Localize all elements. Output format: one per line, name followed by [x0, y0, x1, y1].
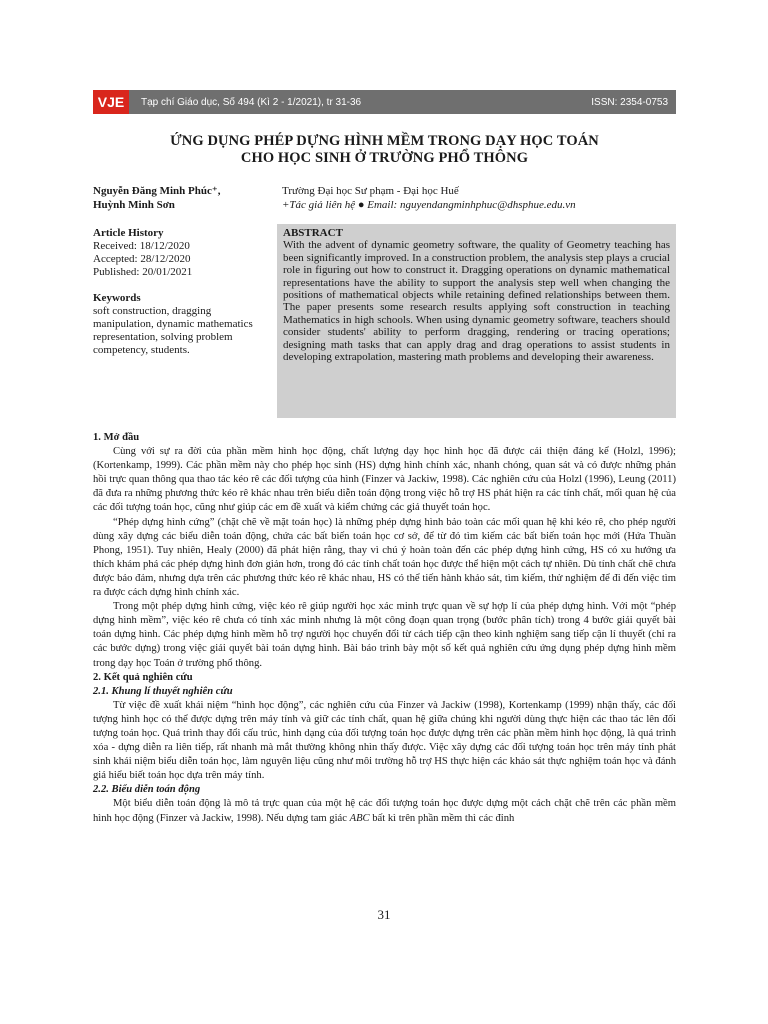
paragraph: “Phép dựng hình cứng” (chặt chẽ về mặt toán học) là những phép dựng hình bảo toàn các mối quan hệ khi kéo rê, cho phép người dùng xây dựng các biểu diễn toán động, chứa các bất biến toán học cơ sở, để từ đó tìm kiếm các bất biến toán học mới (Hứa Thuần Phong, 1951). Tuy nhiên, Healy (2000) đã phát hiện rằng, thay vì chú ý hoàn toàn đến các phép dựng hình cứng, HS có xu hướng ưa thích khám phá các phép dựng hình đơn giản hơn, trong đó các tính chất toán học được thể hiện một cách tự nhiên. Dù tính chất chẽ chưa được bảo đảm, nhưng dựa trên các phương thức kéo rê khác nhau, HS có thể tiến hành khảo sát, tìm kiếm, thử nghiệm để đi đến việc tìm ra được cách dựng hình chính xác.: [93, 516, 676, 599]
subsection-heading: 2.2. Biểu diễn toán động: [93, 784, 201, 796]
section-heading: 1. Mở đầu: [93, 432, 140, 443]
journal-logo: VJE: [93, 90, 129, 114]
title-line-2: CHO HỌC SINH Ở TRƯỜNG PHỔ THÔNG: [240, 150, 529, 166]
contact-email: +Tác giả liên hệ ● Email: nguyendangminhphuc@dhsphue.edu.vn: [282, 199, 576, 211]
abstract-text: With the advent of dynamic geometry software, the quality of Geometry teaching has been significantly improved. In a construction problem, the analysis step plays a crucial role in figuring out how to construct it. Dragging operations on dynamic mathematical representations have the ability to support the analysis step well when changing the positions of mathematical objects while retaining defined relationships between them. The paper presents some research results applying soft construction in teaching Mathematics in high schools. When using dynamic geometry software, teachers should consider students' ability to perform dragging, rendering or tracing operations; designing math tasks that can apply drag and drag operations to assist students in developing extrapolation, mastering math problems and developing their awareness.: [283, 239, 670, 364]
paragraph: Cùng với sự ra đời của phần mềm hình học động, chất lượng dạy học hình học đã được cải thiện đáng kể (Holzl, 1996); (Kortenkamp, 1999). Các phần mềm này cho phép học sinh (HS) dựng hình chính xác, nhanh chóng, quan sát và có được những phản hồi trực quan thông qua thao tác kéo rê các đối tượng của hình (Finzer và Jackiw, 1998). Các nghiên cứu của Holzl (1996), Leung (2011) đã đưa ra những phương thức kéo rê khác nhau trên biểu diễn toán động trong việc hỗ trợ HS phát hiện ra các tính chất, mối quan hệ của các đối tượng toán học, cũng như giúp các em đề xuất và kiểm chứng các giả thuyết toán học.: [93, 446, 676, 514]
institution: Trường Đại học Sư phạm - Đại học Huế: [282, 185, 459, 197]
keywords-heading: Keywords: [93, 292, 141, 304]
paragraph: Từ việc đề xuất khái niệm “hình học động”, các nghiên cứu của Finzer và Jackiw (1998), Kortenkamp (1999) nhận thấy, các đối tượng hình học có thể được dựng trên máy tính và giữ các tính chất, quan hệ giữa chúng khi người dùng thực hiện các thao tác lên đối tượng toán học. Quá trình thay đổi cấu trúc, hình dạng của đối tượng toán học được dựng trên các phần mềm hình học động, là quá trình xóa - dựng diễn ra liên tiếp, rất nhanh mà mắt thường không nhìn thấy được. Việc xây dựng các đối tượng toán học trên máy tính phát sinh khái niệm biểu diễn toán học, làm nguyên liệu cũng như môi trường hỗ trợ HS thực hiện các khảo sát thực nghiệm toán học và đánh giá hiểu biết toán học dựa trên máy tính.: [93, 699, 676, 782]
article-history-heading: Article History: [93, 227, 164, 239]
abstract-heading: ABSTRACT: [283, 227, 343, 239]
accepted-date: Accepted: 28/12/2020: [93, 253, 191, 265]
journal-header: [93, 90, 676, 114]
issn: ISSN: 2354-0753: [591, 96, 668, 108]
published-date: Published: 20/01/2021: [93, 266, 193, 278]
article-sidebar: [93, 227, 268, 357]
abstract-box: [277, 224, 676, 418]
section-heading: 2. Kết quả nghiên cứu: [93, 671, 193, 683]
triangle-label: ABC: [349, 812, 370, 824]
author-2: Huỳnh Minh Sơn: [93, 199, 175, 211]
page-number: 31: [377, 907, 391, 922]
journal-citation: Tạp chí Giáo dục, Số 494 (Kì 2 - 1/2021), tr 31-36: [141, 96, 362, 108]
paper-title: [93, 133, 676, 167]
paragraph: [93, 797, 676, 825]
affiliation: [282, 184, 676, 212]
paragraph-text: Một biểu diễn toán động là mô tả trực quan của một hệ các đối tượng toán học được dựng một cách chặt chẽ trên các phần mềm hình học động (Finzer và Jackiw, 1998). Nếu dựng tam giác: [93, 798, 676, 824]
paragraph: Trong một phép dựng hình cứng, việc kéo rê giúp người học xác minh trực quan về sự hợp lí của phép dựng hình. Với một “phép dựng hình mềm”, việc kéo rê chưa có tính xác minh nhưng là một công đoạn quan trọng (bước phân tích) trong 4 bước giải quyết bài toán dựng hình. Các phép dựng hình mềm hỗ trợ người học chuyển đổi từ cách tiếp cận theo kinh nghiệm sang tiếp cận lí thuyết (chỉ ra các bước dựng) trong việc giải quyết bài toán dựng hình. Bài báo trình bày một số kết quả nghiên cứu ứng dụng phép dựng hình mềm trong dạy học Toán ở trường phổ thông.: [93, 601, 676, 669]
subsection-heading: 2.1. Khung lí thuyết nghiên cứu: [93, 685, 233, 697]
body-text: [93, 431, 676, 826]
authors: [93, 184, 268, 212]
received-date: Received: 18/12/2020: [93, 240, 190, 252]
paragraph-text: bất kì trên phần mềm thì các đỉnh: [369, 812, 515, 824]
keywords-text: soft construction, dragging manipulation, dynamic mathematics representation, solving problem competency, students.: [93, 305, 253, 356]
title-line-1: ỨNG DỤNG PHÉP DỰNG HÌNH MỀM TRONG DẠY HỌC TOÁN: [170, 133, 599, 149]
author-1: Nguyễn Đăng Minh Phúc⁺,: [93, 185, 221, 197]
